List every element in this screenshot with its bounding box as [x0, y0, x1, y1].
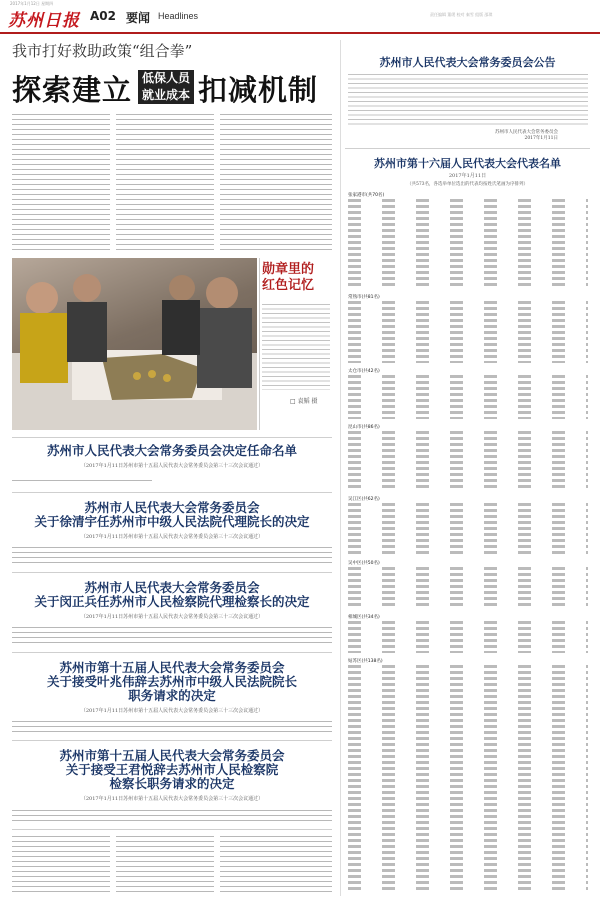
decision-min-title-1: 苏州市人民代表大会常务委员会 [84, 580, 260, 595]
lead-kicker: 我市打好救助政策“组合拳” [12, 42, 193, 60]
roster-group-label: 吴江区(共62名) [348, 497, 380, 502]
appointment-list-subtitle: （2017年1月11日苏州市第十五届人民代表大会常务委员会第三十三次会议通过） [80, 463, 264, 469]
section-title: 要闻 [126, 11, 151, 25]
section-title-en: Headlines [158, 11, 199, 21]
decision-xu-subtitle: （2017年1月11日苏州市第十五届人民代表大会常务委员会第三十三次会议通过） [80, 534, 264, 540]
continued-text-column-1 [12, 834, 110, 894]
photo-caption-body [262, 302, 330, 390]
decision-ye-title-3: 职务请求的决定 [128, 688, 216, 703]
roster-group-label: 常熟市(共81名) [348, 295, 380, 300]
decision-xu-body [12, 545, 332, 565]
decision-wang-title-1: 苏州市第十五届人民代表大会常务委员会 [59, 748, 285, 763]
roster-date: 2017年1月11日 [448, 173, 487, 179]
roster-names-wujiang [348, 503, 588, 555]
divider [12, 652, 332, 653]
divider [12, 437, 332, 438]
roster-group-label: 太仓市(共42名) [348, 369, 380, 374]
photo-caption-head [262, 262, 314, 294]
decision-min-subtitle: （2017年1月11日苏州市第十五届人民代表大会常务委员会第三十三次会议通过） [80, 614, 264, 620]
appointment-list-body [12, 478, 152, 484]
decision-ye-subtitle: （2017年1月11日苏州市第十五届人民代表大会常务委员会第三十三次会议通过） [80, 708, 264, 714]
issue-date: 2017年1月12日 星期四 [10, 1, 54, 6]
decision-wang-subtitle: （2017年1月11日苏州市第十五届人民代表大会常务委员会第三十三次会议通过） [80, 796, 264, 802]
roster-group-label: 昆山市(共86名) [348, 425, 380, 430]
photo-caption-head-line-2: 红色记忆 [262, 278, 315, 293]
lead-headline-box [138, 70, 194, 104]
roster-names-xiangcheng [348, 621, 588, 653]
decision-min-title-2: 关于闵正兵任苏州市人民检察院代理检察长的决定 [34, 594, 310, 609]
veterans-medal-photo [12, 258, 257, 430]
decision-min-body [12, 625, 332, 645]
divider [12, 740, 332, 741]
divider [12, 572, 332, 573]
decision-wang-body [12, 808, 332, 822]
divider [345, 148, 590, 149]
roster-title: 苏州市第十六届人民代表大会代表名单 [374, 157, 561, 170]
roster-group-label: 相城区(共34名) [348, 615, 380, 620]
lead-box-line-2: 就业成本 [141, 88, 190, 102]
photo-caption-head-line-1: 勋章里的 [262, 262, 315, 277]
newspaper-logo: 苏州日报 [8, 11, 80, 31]
continued-text-column-2 [116, 834, 214, 894]
photo-illustration [12, 258, 257, 430]
notice-signature [495, 130, 558, 142]
roster-names-zhangjiagang [348, 199, 588, 289]
editors-credit: 责任编辑 董缓 校对 秦雪 组版 邵琪 [430, 12, 493, 17]
lead-box-line-1: 低保人员 [141, 71, 190, 85]
roster-names-changshu [348, 301, 588, 363]
decision-xu-title-2: 关于徐清宇任苏州市中级人民法院代理院长的决定 [34, 514, 310, 529]
lead-headline-left: 探索建立 [12, 73, 133, 107]
divider [12, 492, 332, 493]
appointment-list-title: 苏州市人民代表大会常务委员会决定任命名单 [46, 443, 297, 458]
roster-names-taicang [348, 375, 588, 419]
decision-xu-title-1: 苏州市人民代表大会常务委员会 [84, 500, 260, 515]
notice-signature-date: 2017年1月11日 [524, 136, 558, 141]
notice-body [348, 72, 588, 126]
lead-body-column-3 [220, 112, 332, 250]
continued-text-column-3 [220, 834, 332, 894]
roster-names-wuzhong [348, 567, 588, 609]
decision-wang-title-2: 关于接受王君悦辞去苏州市人民检察院 [65, 762, 279, 777]
photo-credit: □ 袁韬 摄 [290, 398, 318, 405]
roster-names-kunshan [348, 431, 588, 491]
roster-group-label: 姑苏区(共138名) [348, 659, 383, 664]
decision-ye-title-1: 苏州市第十五届人民代表大会常务委员会 [59, 660, 285, 675]
roster-group-label: 张家港市(共70名) [348, 193, 385, 198]
roster-names-gusu [348, 665, 588, 890]
divider [12, 829, 332, 830]
decision-ye-title-2: 关于接受叶兆伟辞去苏州市中级人民法院院长 [46, 674, 297, 689]
page-number: A02 [90, 9, 116, 23]
decision-ye-body [12, 719, 332, 733]
notice-title: 苏州市人民代表大会常务委员会公告 [379, 56, 556, 69]
lead-headline-right: 扣减机制 [198, 73, 319, 107]
lead-body-column-2 [116, 112, 214, 250]
decision-wang-title-3: 检察长职务请求的决定 [109, 776, 235, 791]
roster-note: （共573名，各选举单位选出的代表均按姓氏笔画为序排列） [406, 182, 529, 187]
notice-signature-org: 苏州市人民代表大会常务委员会 [495, 130, 558, 135]
roster-group-label: 吴中区(共50名) [348, 561, 380, 566]
lead-body-column-1 [12, 112, 110, 250]
